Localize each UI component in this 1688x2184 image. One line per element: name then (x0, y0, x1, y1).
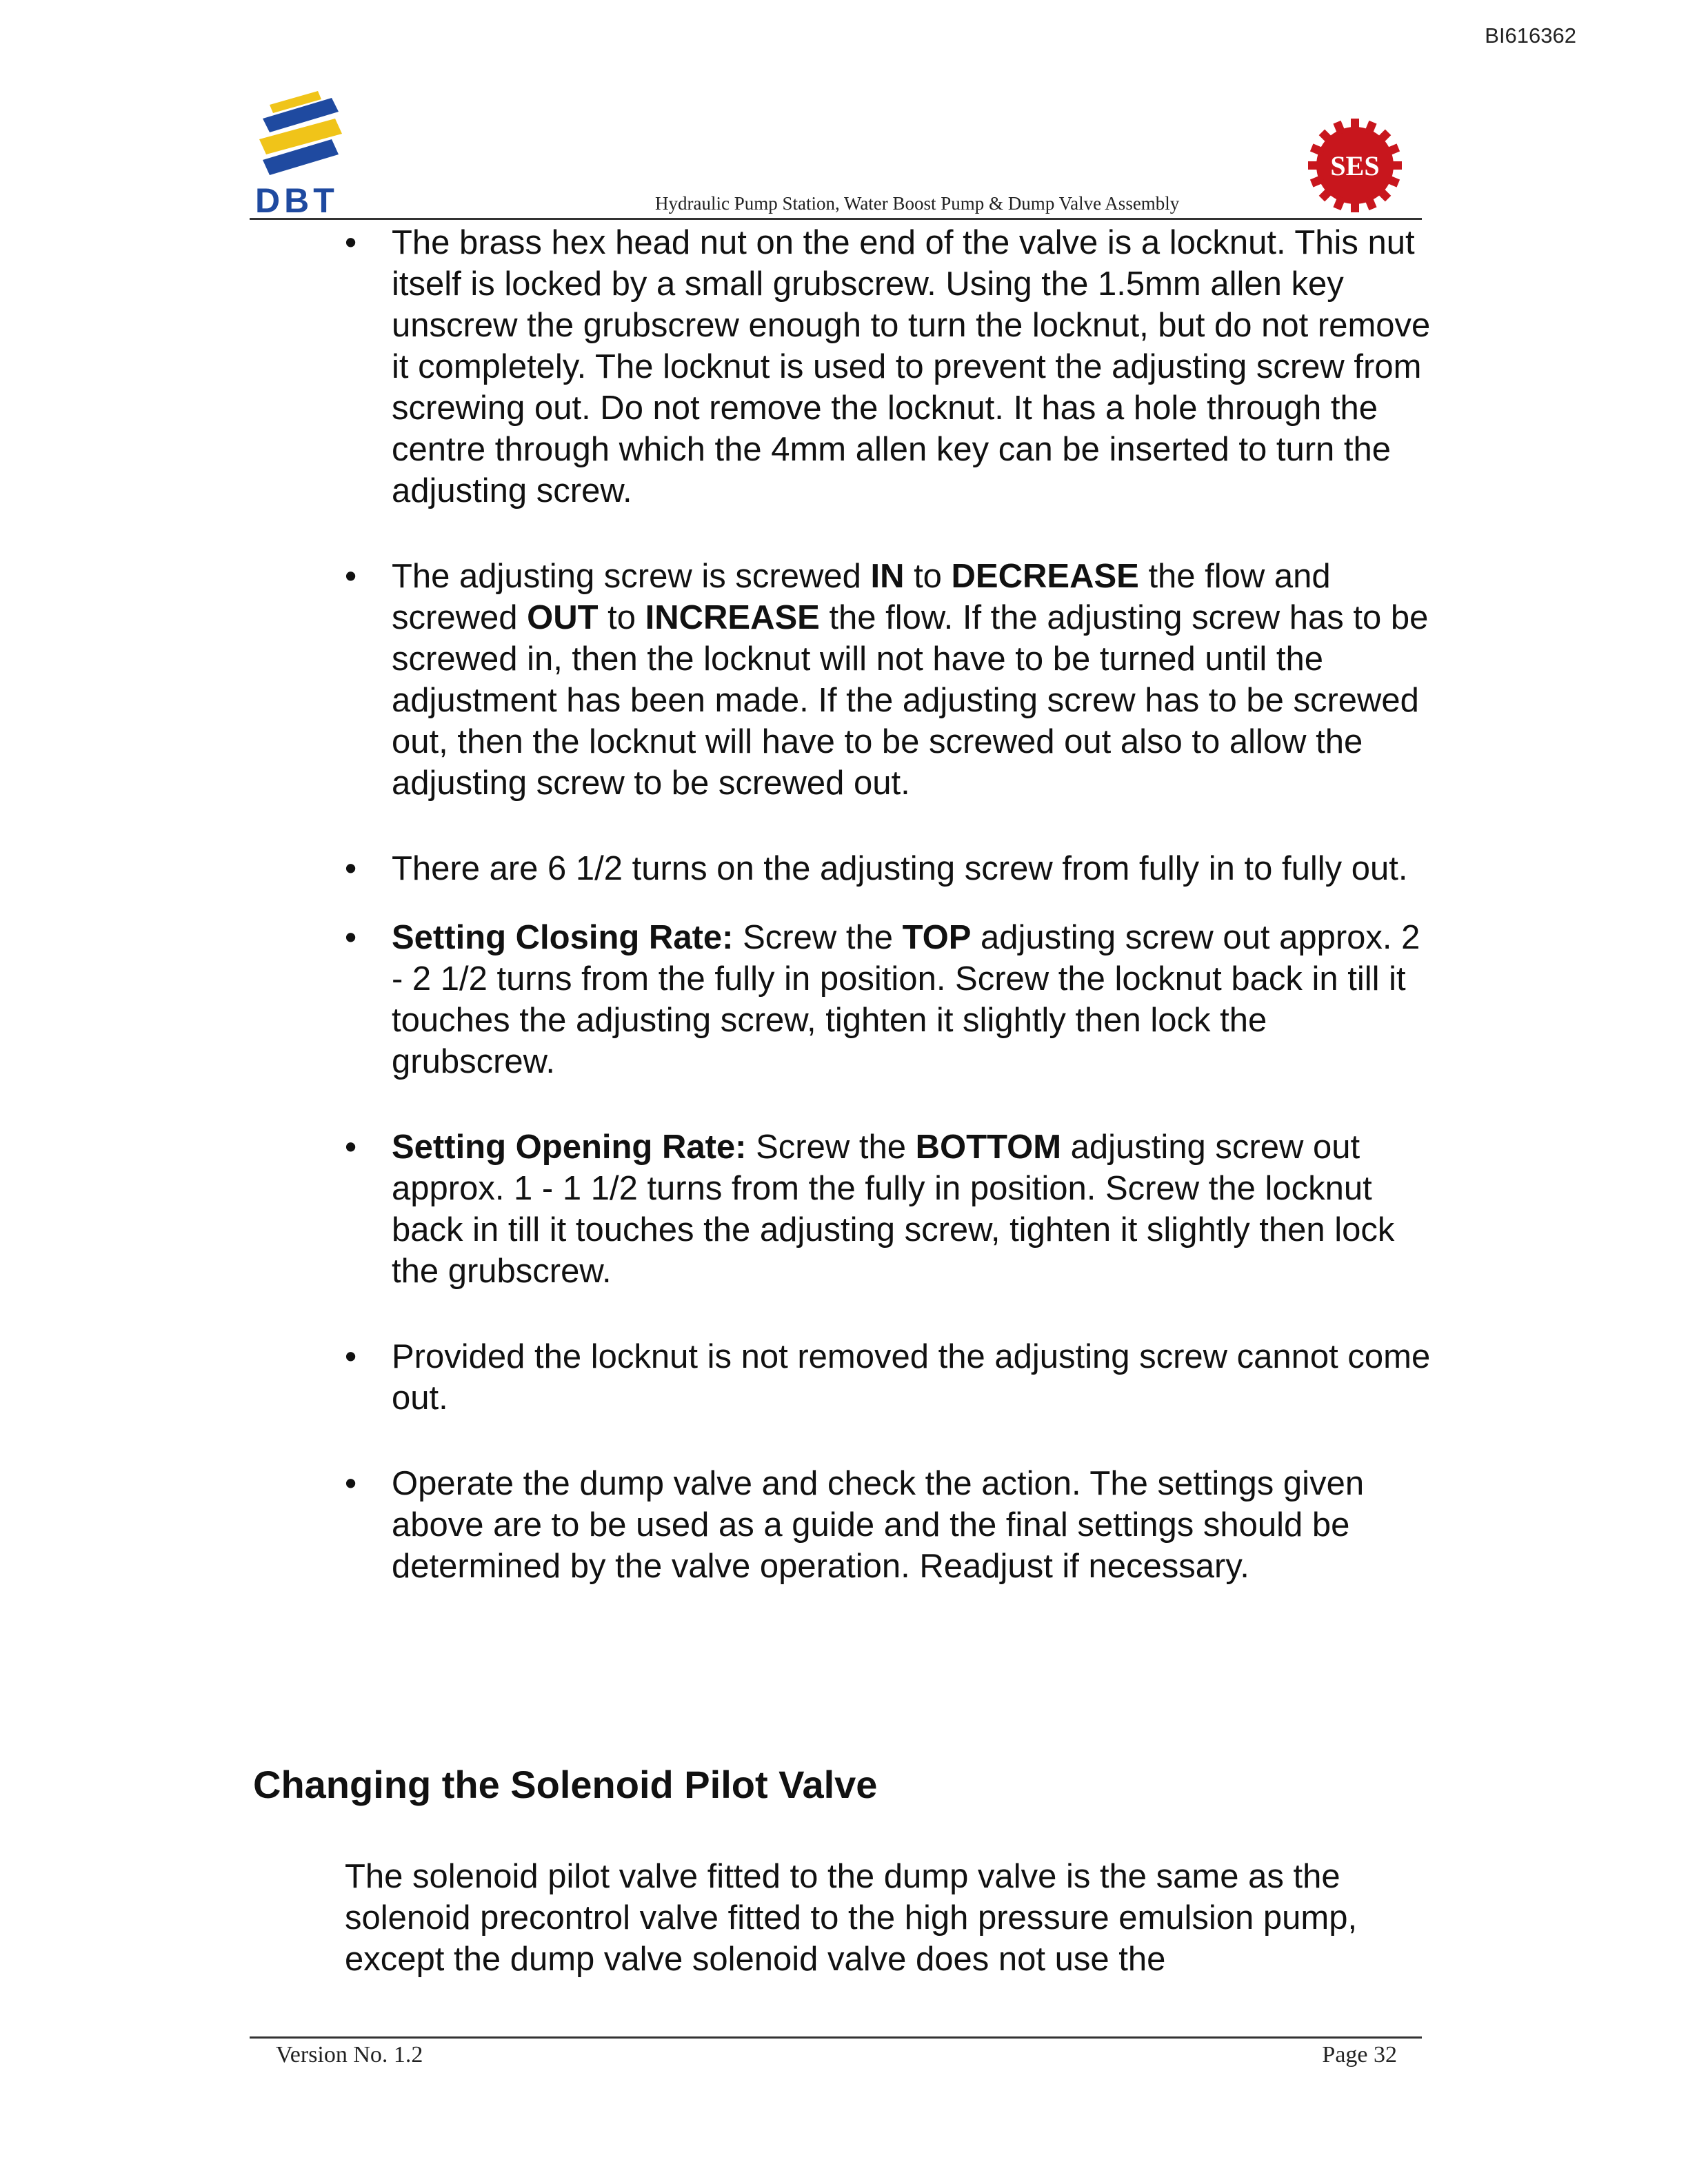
bullet-text-part: to (904, 558, 952, 595)
bullet-icon: • (345, 919, 357, 956)
ses-gear-logo (1307, 117, 1403, 214)
bullet-text-part: Screw the (746, 1129, 916, 1166)
list-item (338, 1463, 1434, 1587)
section-paragraph: The solenoid pilot valve fitted to the dump valve is the same as the solenoid precontrol valve fitted to the high pressure emulsion pump, except the dump valve solenoid valve does not use the (345, 1858, 1358, 1978)
bullet-text: Provided the locknut is not removed the adjusting screw cannot come out. (392, 1338, 1431, 1417)
dbt-logo-text: DBT (255, 181, 339, 220)
bullet-text-part: The adjusting screw is screwed (392, 558, 871, 595)
list-item (338, 848, 1434, 889)
document-id: BI616362 (1485, 23, 1576, 48)
bullet-text: Operate the dump valve and check the action. The settings given above are to be used as a guide and the final settings should be determined by the valve operation. Readjust if necessary. (392, 1465, 1365, 1585)
bullet-bold-text: DECREASE (951, 558, 1139, 595)
bullet-icon: • (345, 1338, 357, 1375)
list-item (338, 917, 1434, 1082)
bullet-text-part: adjusting screw out approx. 1 - 1 1/2 turns from the fully in position. Screw the locknut back in till it touches the adjusting screw, tighten it slightly then lock the grubscrew. (392, 1129, 1395, 1290)
instruction-list (338, 222, 1434, 1631)
bullet-bold-text: OUT (527, 599, 599, 636)
bullet-bold-text: INCREASE (645, 599, 820, 636)
list-item (338, 1126, 1434, 1292)
bullet-icon: • (345, 850, 357, 887)
header-divider (250, 218, 1422, 220)
section-heading: Changing the Solenoid Pilot Valve (253, 1763, 878, 1806)
list-item (338, 1336, 1434, 1419)
bullet-bold-text: BOTTOM (915, 1129, 1062, 1166)
footer-version: Version No. 1.2 (276, 2042, 423, 2067)
footer-divider (250, 2036, 1422, 2039)
bullet-text-part: the flow. If the adjusting screw has to be screwed in, then the locknut will not have to be turned until the adjustment has been made. If the adjusting screw has to be screwed out, then the locknut will have to be screwed out also to allow the adjusting screw to be screwed out. (392, 599, 1429, 802)
bullet-text-part: to (598, 599, 645, 636)
ses-logo-text: SES (1330, 150, 1380, 181)
bullet-icon: • (345, 1465, 357, 1502)
footer-page-number: Page 32 (1322, 2042, 1397, 2067)
bullet-bold-text: Setting Closing Rate: (392, 919, 734, 956)
bullet-icon: • (345, 1129, 357, 1166)
bullet-text: There are 6 1/2 turns on the adjusting screw from fully in to fully out. (392, 850, 1408, 887)
list-item (338, 556, 1434, 804)
bullet-text-part: adjusting screw out approx. 2 - 2 1/2 turns from the fully in position. Screw the locknut back in till it touches the adjusting screw, tighten it slightly then lock the grubscrew. (392, 919, 1420, 1080)
bullet-bold-text: IN (870, 558, 905, 595)
bullet-bold-text: TOP (902, 919, 972, 956)
bullet-bold-text: Setting Opening Rate: (392, 1129, 747, 1166)
bullet-text-part: the flow and screwed (392, 558, 1331, 636)
bullet-icon: • (345, 224, 357, 261)
bullet-text: The brass hex head nut on the end of the valve is a locknut. This nut itself is locked by a small grubscrew. Using the 1.5mm allen key unscrew the grubscrew enough to turn the locknut, but do not remove it completely. The locknut is used to prevent the adjusting screw from screwing out. Do not remove the locknut. It has a hole through the centre through which the 4mm allen key can be inserted to turn the adjusting screw. (392, 224, 1431, 509)
bullet-icon: • (345, 558, 357, 595)
list-item (338, 222, 1434, 512)
header-title: Hydraulic Pump Station, Water Boost Pump & Dump Valve Assembly (655, 193, 1180, 214)
bullet-text-part: Screw the (733, 919, 903, 956)
